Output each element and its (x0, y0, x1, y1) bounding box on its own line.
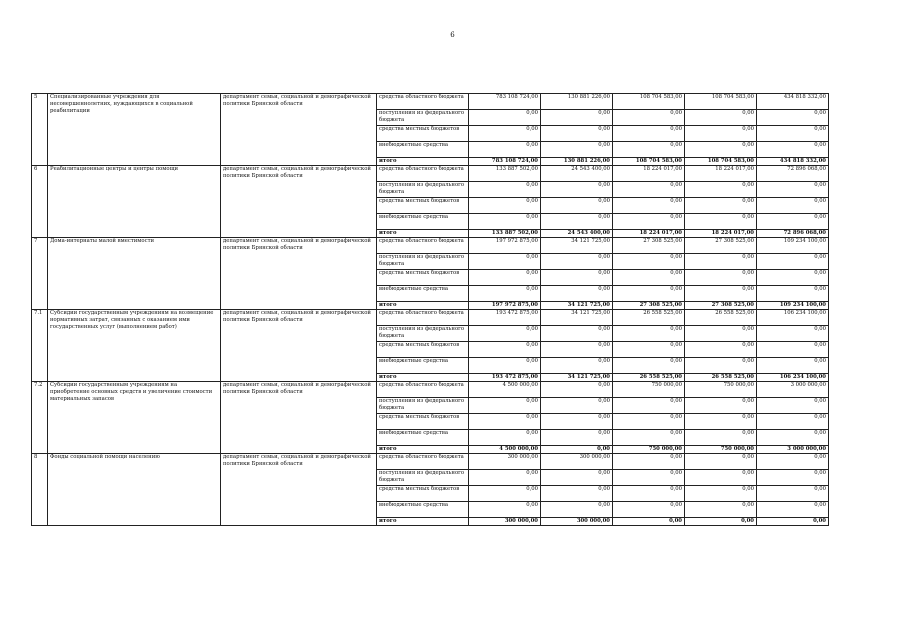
amount-cell: 24 543 400,00 (541, 166, 613, 182)
amount-cell: 0,00 (541, 470, 613, 486)
amount-cell: 0,00 (685, 286, 757, 302)
amount-cell: 34 121 725,00 (541, 374, 613, 382)
item-number: 5 (32, 94, 48, 166)
item-executor: департамент семьи, социальной и демографической политики Брянской области (221, 166, 377, 238)
amount-cell: 72 896 068,00 (757, 166, 829, 182)
amount-cell: 0,00 (613, 342, 685, 358)
amount-cell: 0,00 (685, 502, 757, 518)
amount-cell: 0,00 (469, 326, 541, 342)
amount-cell: 0,00 (541, 358, 613, 374)
amount-cell: 0,00 (757, 398, 829, 414)
amount-cell: 0,00 (685, 270, 757, 286)
funding-source-label: поступления из федерального бюджета (377, 470, 469, 486)
funding-source-label: средства местных бюджетов (377, 198, 469, 214)
funding-source-label: средства местных бюджетов (377, 486, 469, 502)
funding-source-label: средства областного бюджета (377, 382, 469, 398)
amount-cell: 0,00 (685, 414, 757, 430)
table-row (32, 310, 829, 326)
amount-cell: 0,00 (685, 342, 757, 358)
funding-source-label: средства областного бюджета (377, 238, 469, 254)
amount-cell: 434 818 332,00 (757, 158, 829, 166)
funding-source-label: средства местных бюджетов (377, 270, 469, 286)
funding-source-label: поступления из федерального бюджета (377, 254, 469, 270)
amount-cell: 4 500 000,00 (469, 382, 541, 398)
amount-cell: 0,00 (685, 454, 757, 470)
amount-cell: 0,00 (685, 486, 757, 502)
amount-cell: 0,00 (541, 142, 613, 158)
item-name: Фонды социальной помощи населению (48, 454, 221, 526)
funding-source-label: средства местных бюджетов (377, 414, 469, 430)
amount-cell: 0,00 (685, 430, 757, 446)
amount-cell: 300 000,00 (469, 454, 541, 470)
amount-cell: 193 472 875,00 (469, 374, 541, 382)
amount-cell: 108 704 583,00 (613, 158, 685, 166)
funding-source-label: итого (377, 374, 469, 382)
amount-cell: 0,00 (541, 398, 613, 414)
amount-cell: 0,00 (757, 126, 829, 142)
item-number: 7.1 (32, 310, 48, 382)
amount-cell: 0,00 (613, 414, 685, 430)
amount-cell: 0,00 (613, 110, 685, 126)
amount-cell: 0,00 (757, 470, 829, 486)
amount-cell: 26 558 525,00 (685, 310, 757, 326)
amount-cell: 0,00 (541, 270, 613, 286)
amount-cell: 0,00 (613, 126, 685, 142)
item-executor: департамент семьи, социальной и демографической политики Брянской области (221, 382, 377, 454)
amount-cell: 18 224 017,00 (685, 230, 757, 238)
funding-source-label: итого (377, 302, 469, 310)
amount-cell: 434 818 332,00 (757, 94, 829, 110)
item-name: Дома-интернаты малой вместимости (48, 238, 221, 310)
funding-source-label: итого (377, 446, 469, 454)
amount-cell: 0,00 (541, 182, 613, 198)
funding-source-label: внебюджетные средства (377, 214, 469, 230)
amount-cell: 750 000,00 (613, 382, 685, 398)
amount-cell: 0,00 (613, 198, 685, 214)
funding-source-label: средства местных бюджетов (377, 126, 469, 142)
funding-source-label: средства областного бюджета (377, 94, 469, 110)
funding-source-label: внебюджетные средства (377, 502, 469, 518)
funding-source-label: итого (377, 230, 469, 238)
amount-cell: 0,00 (541, 414, 613, 430)
amount-cell: 0,00 (541, 126, 613, 142)
amount-cell: 0,00 (469, 182, 541, 198)
amount-cell: 0,00 (757, 414, 829, 430)
amount-cell: 0,00 (541, 446, 613, 454)
budget-table (31, 93, 829, 526)
amount-cell: 0,00 (757, 326, 829, 342)
amount-cell: 34 121 725,00 (541, 238, 613, 254)
amount-cell: 0,00 (757, 358, 829, 374)
amount-cell: 300 000,00 (469, 518, 541, 526)
amount-cell: 0,00 (541, 198, 613, 214)
amount-cell: 3 000 000,00 (757, 382, 829, 398)
item-number: 7 (32, 238, 48, 310)
amount-cell: 0,00 (613, 430, 685, 446)
amount-cell: 130 881 226,00 (541, 158, 613, 166)
amount-cell: 27 308 525,00 (613, 238, 685, 254)
amount-cell: 0,00 (685, 126, 757, 142)
amount-cell: 0,00 (469, 254, 541, 270)
amount-cell: 34 121 725,00 (541, 310, 613, 326)
amount-cell: 0,00 (613, 142, 685, 158)
table-row (32, 166, 829, 182)
funding-source-label: средства местных бюджетов (377, 342, 469, 358)
amount-cell: 27 308 525,00 (685, 238, 757, 254)
amount-cell: 0,00 (685, 214, 757, 230)
amount-cell: 72 896 068,00 (757, 230, 829, 238)
amount-cell: 0,00 (469, 142, 541, 158)
amount-cell: 0,00 (613, 486, 685, 502)
amount-cell: 0,00 (541, 430, 613, 446)
amount-cell: 0,00 (613, 326, 685, 342)
amount-cell: 0,00 (541, 110, 613, 126)
amount-cell: 3 000 000,00 (757, 446, 829, 454)
amount-cell: 783 108 724,00 (469, 158, 541, 166)
amount-cell: 0,00 (757, 110, 829, 126)
amount-cell: 0,00 (757, 270, 829, 286)
funding-source-label: итого (377, 518, 469, 526)
amount-cell: 18 224 017,00 (613, 230, 685, 238)
funding-source-label: внебюджетные средства (377, 430, 469, 446)
amount-cell: 0,00 (541, 502, 613, 518)
funding-source-label: поступления из федерального бюджета (377, 326, 469, 342)
amount-cell: 0,00 (757, 486, 829, 502)
amount-cell: 0,00 (541, 286, 613, 302)
amount-cell: 197 972 875,00 (469, 238, 541, 254)
amount-cell: 0,00 (685, 326, 757, 342)
amount-cell: 0,00 (685, 142, 757, 158)
amount-cell: 130 881 226,00 (541, 94, 613, 110)
funding-source-label: поступления из федерального бюджета (377, 110, 469, 126)
amount-cell: 0,00 (757, 214, 829, 230)
amount-cell: 750 000,00 (685, 382, 757, 398)
amount-cell: 0,00 (469, 414, 541, 430)
amount-cell: 108 704 583,00 (685, 158, 757, 166)
amount-cell: 0,00 (541, 382, 613, 398)
amount-cell: 24 543 400,00 (541, 230, 613, 238)
amount-cell: 0,00 (685, 398, 757, 414)
amount-cell: 133 887 502,00 (469, 230, 541, 238)
amount-cell: 0,00 (685, 182, 757, 198)
amount-cell: 0,00 (685, 110, 757, 126)
item-number: 6 (32, 166, 48, 238)
amount-cell: 0,00 (469, 486, 541, 502)
funding-source-label: средства областного бюджета (377, 454, 469, 470)
amount-cell: 0,00 (613, 254, 685, 270)
table-row (32, 94, 829, 110)
amount-cell: 106 234 100,00 (757, 374, 829, 382)
amount-cell: 0,00 (613, 470, 685, 486)
amount-cell: 0,00 (757, 518, 829, 526)
amount-cell: 0,00 (757, 198, 829, 214)
amount-cell: 193 472 875,00 (469, 310, 541, 326)
amount-cell: 0,00 (613, 518, 685, 526)
funding-source-label: внебюджетные средства (377, 286, 469, 302)
amount-cell: 27 308 525,00 (613, 302, 685, 310)
amount-cell: 0,00 (469, 270, 541, 286)
amount-cell: 26 558 525,00 (685, 374, 757, 382)
amount-cell: 0,00 (613, 214, 685, 230)
amount-cell: 0,00 (685, 518, 757, 526)
amount-cell: 34 121 725,00 (541, 302, 613, 310)
page-number: 6 (450, 31, 455, 39)
amount-cell: 0,00 (469, 358, 541, 374)
amount-cell: 300 000,00 (541, 518, 613, 526)
amount-cell: 108 704 583,00 (685, 94, 757, 110)
table-row (32, 238, 829, 254)
item-name: Субсидии государственным учреждениям на возмещение нормативных затрат, связанных с оказанием ими государственных услуг (выполнением работ) (48, 310, 221, 382)
amount-cell: 0,00 (613, 398, 685, 414)
amount-cell: 27 308 525,00 (685, 302, 757, 310)
amount-cell: 0,00 (757, 454, 829, 470)
item-executor: департамент семьи, социальной и демографической политики Брянской области (221, 310, 377, 382)
amount-cell: 108 704 583,00 (613, 94, 685, 110)
amount-cell: 0,00 (685, 358, 757, 374)
amount-cell: 300 000,00 (541, 454, 613, 470)
item-number: 8 (32, 454, 48, 526)
amount-cell: 750 000,00 (685, 446, 757, 454)
amount-cell: 0,00 (757, 286, 829, 302)
funding-source-label: внебюджетные средства (377, 358, 469, 374)
amount-cell: 0,00 (541, 214, 613, 230)
amount-cell: 0,00 (613, 270, 685, 286)
item-name: Реабилитационные центры и центры помощи (48, 166, 221, 238)
item-executor: департамент семьи, социальной и демографической политики Брянской области (221, 238, 377, 310)
table-row (32, 382, 829, 398)
amount-cell: 0,00 (469, 214, 541, 230)
amount-cell: 18 224 017,00 (613, 166, 685, 182)
amount-cell: 783 108 724,00 (469, 94, 541, 110)
amount-cell: 0,00 (613, 502, 685, 518)
amount-cell: 0,00 (541, 326, 613, 342)
item-number: 7.2 (32, 382, 48, 454)
item-name: Специализированные учреждения для несовершеннолетних, нуждающихся в социальной реабилитации (48, 94, 221, 166)
amount-cell: 0,00 (541, 254, 613, 270)
amount-cell: 197 972 875,00 (469, 302, 541, 310)
item-executor: департамент семьи, социальной и демографической политики Брянской области (221, 454, 377, 526)
amount-cell: 0,00 (757, 254, 829, 270)
item-executor: департамент семьи, социальной и демографической политики Брянской области (221, 94, 377, 166)
amount-cell: 0,00 (685, 254, 757, 270)
amount-cell: 0,00 (613, 182, 685, 198)
amount-cell: 18 224 017,00 (685, 166, 757, 182)
amount-cell: 106 234 100,00 (757, 310, 829, 326)
amount-cell: 0,00 (757, 342, 829, 358)
amount-cell: 0,00 (469, 342, 541, 358)
amount-cell: 133 887 502,00 (469, 166, 541, 182)
amount-cell: 0,00 (469, 126, 541, 142)
amount-cell: 0,00 (757, 182, 829, 198)
amount-cell: 0,00 (757, 430, 829, 446)
funding-source-label: средства областного бюджета (377, 310, 469, 326)
amount-cell: 26 558 525,00 (613, 310, 685, 326)
amount-cell: 109 234 100,00 (757, 238, 829, 254)
amount-cell: 0,00 (613, 286, 685, 302)
funding-source-label: поступления из федерального бюджета (377, 398, 469, 414)
amount-cell: 109 234 100,00 (757, 302, 829, 310)
amount-cell: 0,00 (469, 398, 541, 414)
amount-cell: 0,00 (541, 486, 613, 502)
funding-source-label: итого (377, 158, 469, 166)
amount-cell: 0,00 (469, 286, 541, 302)
amount-cell: 0,00 (541, 342, 613, 358)
amount-cell: 0,00 (685, 198, 757, 214)
amount-cell: 26 558 525,00 (613, 374, 685, 382)
amount-cell: 0,00 (469, 430, 541, 446)
amount-cell: 0,00 (613, 358, 685, 374)
funding-source-label: внебюджетные средства (377, 142, 469, 158)
funding-source-label: поступления из федерального бюджета (377, 182, 469, 198)
amount-cell: 0,00 (469, 110, 541, 126)
amount-cell: 0,00 (613, 454, 685, 470)
funding-source-label: средства областного бюджета (377, 166, 469, 182)
amount-cell: 0,00 (469, 198, 541, 214)
item-name: Субсидии государственным учреждениям на приобретение основных средств и увеличение стоимости материальных запасов (48, 382, 221, 454)
amount-cell: 0,00 (757, 142, 829, 158)
amount-cell: 0,00 (469, 502, 541, 518)
amount-cell: 4 500 000,00 (469, 446, 541, 454)
amount-cell: 0,00 (757, 502, 829, 518)
amount-cell: 0,00 (469, 470, 541, 486)
amount-cell: 750 000,00 (613, 446, 685, 454)
table-row (32, 454, 829, 470)
amount-cell: 0,00 (685, 470, 757, 486)
